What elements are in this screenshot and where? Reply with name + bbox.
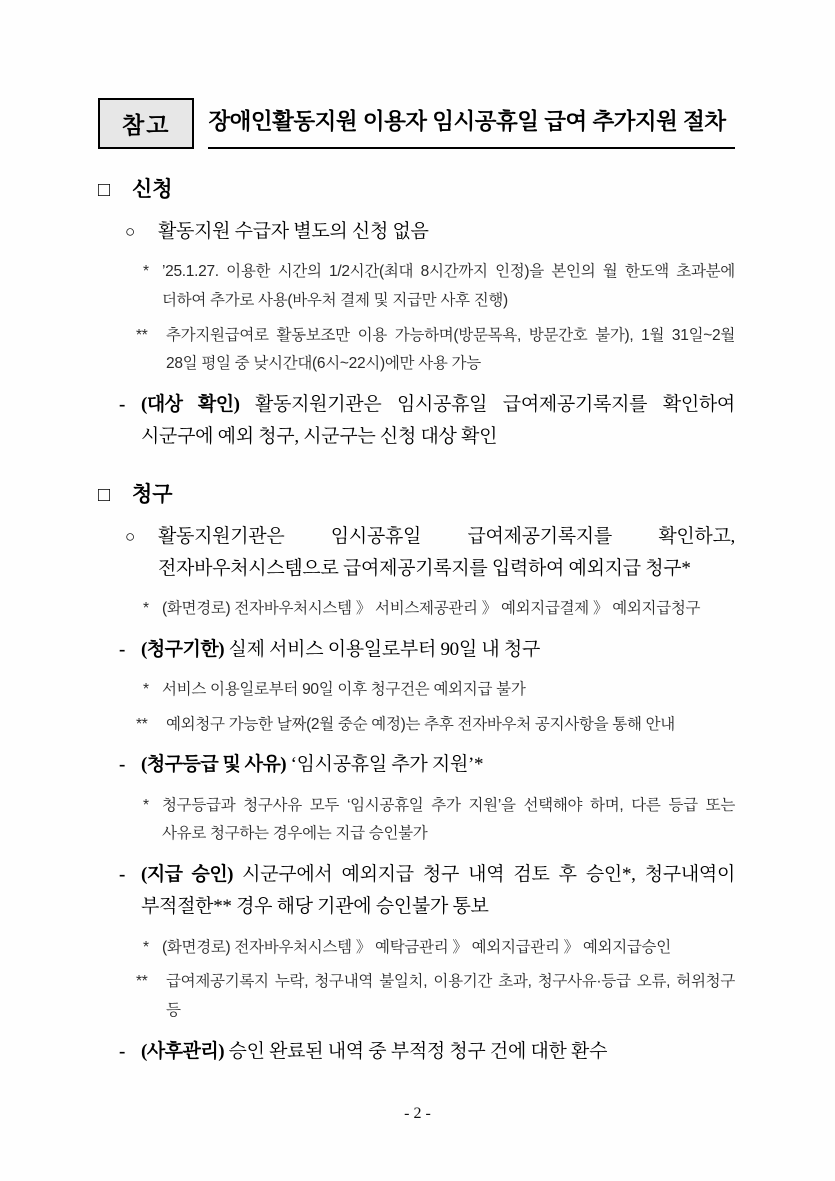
- list-item-claim-1: [98, 521, 735, 586]
- item-label: (대상 확인): [141, 393, 240, 415]
- star-marker: *: [143, 263, 149, 281]
- section-claim-heading: [98, 478, 735, 508]
- item-text: 승인 완료된 내역 중 부적정 청구 건에 대한 환수: [228, 1040, 608, 1062]
- paragraph: [141, 1036, 735, 1068]
- footnote-claim-4: [98, 792, 735, 849]
- item-label: (사후관리): [141, 1040, 225, 1062]
- title-underline: [208, 98, 735, 149]
- section-apply-heading-label: 신청: [132, 178, 173, 201]
- paragraph: [141, 389, 735, 454]
- footnote-text: 급여제공기록지 누락, 청구내역 불일치, 이용기간 초과, 청구사유·등급 오류, 허위청구 등: [166, 973, 735, 1020]
- item-label: (지급 승인): [141, 864, 234, 886]
- double-star-marker: **: [136, 715, 148, 733]
- reference-badge: [98, 98, 194, 149]
- list-item-claim-4: [98, 859, 735, 924]
- list-item-claim-2: [98, 634, 735, 666]
- footnote-text: 추가지원급여로 활동보조만 이용 가능하며(방문목욕, 방문간호 불가), 1월 31일~2월 28일 평일 중 낮시간대(6시~22시)에만 사용 가능: [166, 326, 735, 373]
- footnote-claim-5: [98, 934, 735, 963]
- paragraph: 활동지원기관은 임시공휴일 급여제공기록지를 확인하고, 전자바우처시스템으로 급여제공기록지를 입력하여 예외지급 청구*: [158, 525, 735, 579]
- square-marker: □: [98, 483, 111, 506]
- paragraph: 활동지원 수급자 별도의 신청 없음: [158, 221, 429, 242]
- item-text: ‘임시공휴일 추가 지원’*: [290, 754, 484, 776]
- circle-marker: ○: [125, 526, 135, 546]
- dash-marker: -: [119, 638, 126, 660]
- footnote-text: 예외청구 가능한 날짜(2월 중순 예정)는 추후 전자바우처 공지사항을 통해 안내: [166, 715, 675, 733]
- footnote-claim-6: [98, 968, 735, 1025]
- paragraph: [141, 749, 735, 781]
- star-marker: *: [143, 938, 149, 956]
- circle-marker: ○: [125, 222, 135, 241]
- star-marker: *: [143, 681, 149, 699]
- square-marker: □: [98, 179, 111, 201]
- section-claim-heading-label: 청구: [132, 482, 173, 506]
- list-item-apply-2: [98, 389, 735, 454]
- dash-marker: -: [119, 754, 126, 776]
- footnote-text: (화면경로) 전자바우처시스템 》 서비스제공관리 》 예외지급결제 》 예외지급청구: [162, 600, 701, 618]
- item-text: 시군구에서 예외지급 청구 내역 검토 후 승인*, 청구내역이 부적절한** 경우 해당 기관에 승인불가 통보: [141, 864, 736, 918]
- footnote-text: 청구등급과 청구사유 모두 ‘임시공휴일 추가 지원’을 선택해야 하며, 다른 등급 또는 사유로 청구하는 경우에는 지급 승인불가: [162, 796, 735, 843]
- document-header: [98, 98, 735, 149]
- list-item-apply-1: [98, 216, 735, 248]
- footnote-text: (화면경로) 전자바우처시스템 》 예탁금관리 》 예외지급관리 》 예외지급승인: [162, 938, 671, 956]
- list-item-claim-3: [98, 749, 735, 781]
- dash-marker: -: [119, 864, 126, 886]
- list-item-claim-5: [98, 1036, 735, 1068]
- footnote-claim-2: [98, 676, 735, 705]
- footnote-apply-2: [98, 322, 735, 379]
- footnote-claim-1: [98, 595, 735, 624]
- footnote-claim-3: [98, 711, 735, 740]
- item-text: 실제 서비스 이용일로부터 90일 내 청구: [228, 638, 540, 660]
- paragraph: [141, 634, 735, 666]
- page-title: 장애인활동지원 이용자 임시공휴일 급여 추가지원 절차: [208, 108, 726, 134]
- dash-marker: -: [119, 1040, 126, 1062]
- footnote-text: ’25.1.27. 이용한 시간의 1/2시간(최대 8시간까지 인정)을 본인의 월 한도액 초과분에 더하여 추가로 사용(바우처 결제 및 지급만 사후 진행): [162, 263, 735, 309]
- section-apply-heading: [98, 173, 735, 203]
- footnote-apply-1: [98, 258, 735, 315]
- star-marker: *: [143, 796, 149, 814]
- page-number: - 2 -: [404, 1105, 431, 1122]
- star-marker: *: [143, 600, 149, 618]
- dash-marker: -: [119, 393, 126, 415]
- footnote-text: 서비스 이용일로부터 90일 이후 청구건은 예외지급 불가: [162, 681, 526, 699]
- double-star-marker: **: [136, 973, 148, 991]
- section-claim: [98, 478, 735, 1068]
- item-text: 활동지원기관은 임시공휴일 급여제공기록지를 확인하여 시군구에 예외 청구, 시군구는 신청 대상 확인: [141, 393, 735, 448]
- item-label: (청구등급 및 사유): [141, 754, 287, 776]
- double-star-marker: **: [136, 326, 148, 344]
- reference-badge-label: 참고: [122, 112, 171, 138]
- item-label: (청구기한): [141, 638, 225, 660]
- section-apply: [98, 173, 735, 454]
- paragraph: [141, 859, 735, 924]
